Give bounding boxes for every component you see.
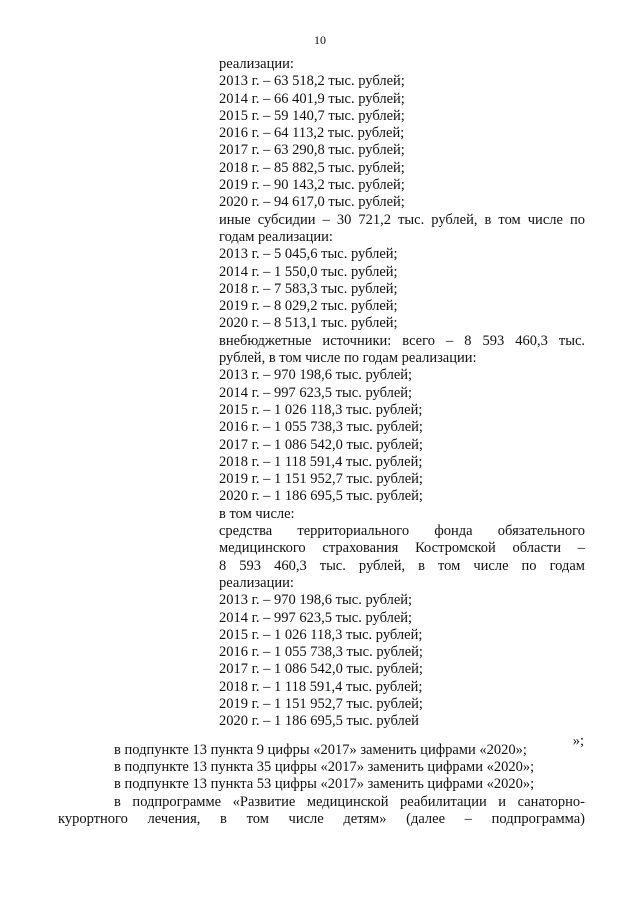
text-line: в подпункте 13 пункта 35 цифры «2017» заменить цифрами «2020»; <box>114 759 535 775</box>
amendment-paragraph <box>58 776 585 793</box>
amendment-paragraph <box>58 759 585 776</box>
closing-quote: »; <box>572 733 584 749</box>
text-line: в том числе: <box>219 505 295 522</box>
text-line: в подпрограмме «Развитие медицинской реабилитации и санаторно- <box>114 794 585 810</box>
text-line: средства территориального фонда обязательного <box>219 523 585 540</box>
text-line: годам реализации: <box>219 228 333 245</box>
text-line: рублей, в том числе по годам реализации: <box>219 350 477 367</box>
text-line: реализации: <box>219 56 294 72</box>
text-line: 2015 г. – 1 026 118,3 тыс. рублей; <box>219 401 423 418</box>
text-line: 2018 г. – 7 583,3 тыс. рублей; <box>219 280 398 297</box>
text-line: 2017 г. – 63 290,8 тыс. рублей; <box>219 142 405 159</box>
text-line: 2020 г. – 8 513,1 тыс. рублей; <box>219 315 398 332</box>
text-line: 2018 г. – 85 882,5 тыс. рублей; <box>219 159 405 176</box>
amendment-paragraph <box>58 742 585 759</box>
text-line: 2020 г. – 1 186 695,5 тыс. рублей <box>219 713 419 730</box>
text-line: иные субсидии – 30 721,2 тыс. рублей, в том числе по <box>219 211 585 228</box>
text-line: 2017 г. – 1 086 542,0 тыс. рублей; <box>219 661 423 678</box>
text-line: 8 593 460,3 тыс. рублей, в том числе по годам <box>219 557 585 574</box>
text-line: 2013 г. – 970 198,6 тыс. рублей; <box>219 367 413 384</box>
text-line: реализации: <box>219 574 294 591</box>
text-line: 2014 г. – 66 401,9 тыс. рублей; <box>219 90 405 107</box>
text-line: 2014 г. – 997 623,5 тыс. рублей; <box>219 384 413 401</box>
page-number: 10 <box>314 33 326 47</box>
text-line: 2013 г. – 5 045,6 тыс. рублей; <box>219 246 398 263</box>
text-line: в подпункте 13 пункта 53 цифры «2017» заменить цифрами «2020»; <box>114 776 535 792</box>
text-line: в подпункте 13 пункта 9 цифры «2017» заменить цифрами «2020»; <box>114 742 527 758</box>
amendment-paragraph <box>58 794 585 829</box>
text-line: медицинского страхования Костромской области – <box>219 540 585 557</box>
text-line: 2014 г. – 997 623,5 тыс. рублей; <box>219 609 413 626</box>
text-line: курортного лечения, в том числе детям» (далее – подпрограмма) <box>58 811 585 828</box>
text-line: 2016 г. – 1 055 738,3 тыс. рублей; <box>219 644 423 661</box>
text-line: 2018 г. – 1 118 591,4 тыс. рублей; <box>219 678 423 695</box>
text-line: 2017 г. – 1 086 542,0 тыс. рублей; <box>219 436 423 453</box>
text-line: 2019 г. – 1 151 952,7 тыс. рублей; <box>219 471 423 488</box>
text-line: 2019 г. – 90 143,2 тыс. рублей; <box>219 177 405 194</box>
text-line: 2015 г. – 59 140,7 тыс. рублей; <box>219 107 405 124</box>
text-line: 2014 г. – 1 550,0 тыс. рублей; <box>219 263 398 280</box>
text-line: 2016 г. – 64 113,2 тыс. рублей; <box>219 125 405 142</box>
text-line: 2019 г. – 8 029,2 тыс. рублей; <box>219 298 398 315</box>
text-line: 2016 г. – 1 055 738,3 тыс. рублей; <box>219 419 423 436</box>
text-line: внебюджетные источники: всего – 8 593 460,3 тыс. <box>219 332 585 349</box>
text-line: 2018 г. – 1 118 591,4 тыс. рублей; <box>219 453 423 470</box>
text-line: 2020 г. – 94 617,0 тыс. рублей; <box>219 194 405 211</box>
text-line: 2013 г. – 63 518,2 тыс. рублей; <box>219 73 405 90</box>
text-line: 2013 г. – 970 198,6 тыс. рублей; <box>219 592 413 609</box>
funding-block <box>219 56 585 731</box>
text-line: 2015 г. – 1 026 118,3 тыс. рублей; <box>219 626 423 643</box>
text-line: 2020 г. – 1 186 695,5 тыс. рублей; <box>219 488 423 505</box>
text-line: 2019 г. – 1 151 952,7 тыс. рублей; <box>219 695 423 712</box>
